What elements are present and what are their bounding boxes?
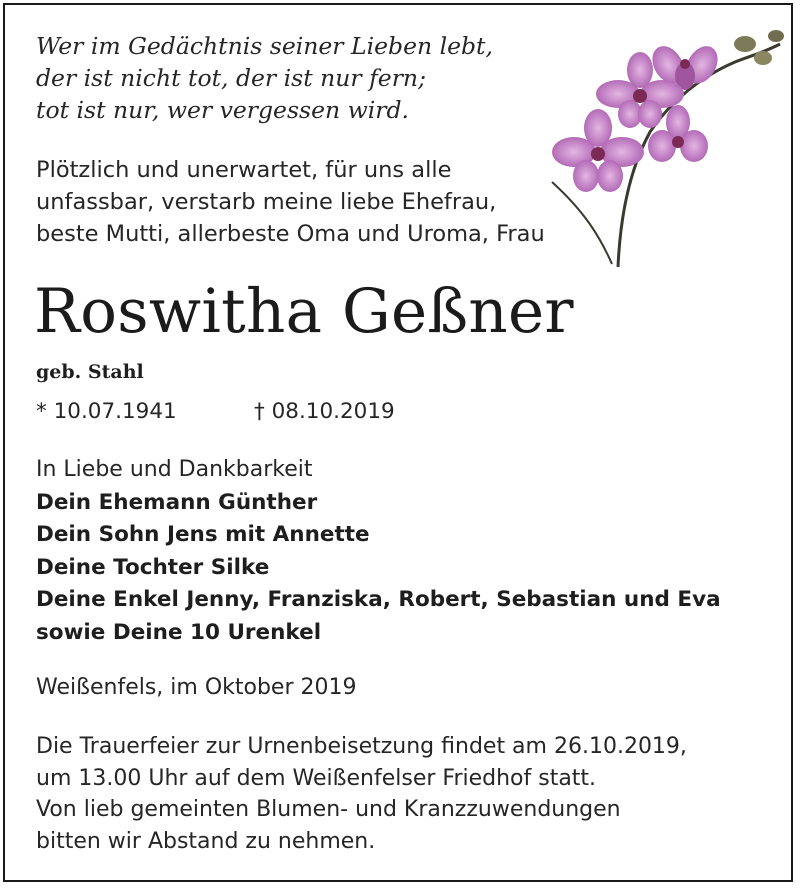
funeral-line: Von lieb gemeinten Blumen- und Kranzzuwendungen	[36, 797, 621, 822]
mourner-name: Dein Ehemann Günther	[36, 489, 318, 515]
poem-line: tot ist nur, wer vergessen wird.	[36, 96, 409, 124]
funeral-notice	[36, 731, 687, 857]
intro-line: unfassbar, verstarb meine liebe Ehefrau,	[36, 189, 497, 215]
mourner-name: Deine Enkel Jenny, Franziska, Robert, Sebastian und Eva	[36, 587, 721, 613]
birth-date: * 10.07.1941	[36, 399, 177, 424]
funeral-line: bitten wir Abstand zu nehmen.	[36, 828, 376, 854]
intro-line: beste Mutti, allerbeste Oma und Uroma, Frau	[36, 221, 545, 247]
poem-line: der ist nicht tot, der ist nur fern;	[36, 64, 426, 92]
orchid-icon	[540, 22, 790, 272]
funeral-line: Die Trauerfeier zur Urnenbeisetzung findet am 26.10.2019,	[36, 734, 687, 759]
mourners-block	[36, 454, 721, 650]
funeral-line: um 13.00 Uhr auf dem Weißenfelser Friedhof statt.	[36, 765, 597, 791]
death-date: † 08.10.2019	[254, 399, 395, 424]
mourner-name: Dein Sohn Jens mit Annette	[36, 522, 370, 548]
deceased-name: Roswitha Geßner	[34, 276, 574, 347]
intro-line: Plötzlich und unerwartet, für uns alle	[36, 157, 452, 183]
intro-text	[36, 154, 545, 250]
life-dates	[36, 396, 395, 428]
mourner-name: sowie Deine 10 Urenkel	[36, 619, 322, 645]
poem-line: Wer im Gedächtnis seiner Lieben lebt,	[36, 32, 493, 60]
place-date: Weißenfels, im Oktober 2019	[36, 675, 357, 700]
mourner-name: Deine Tochter Silke	[36, 554, 270, 580]
memorial-poem	[36, 30, 493, 126]
maiden-name: geb. Stahl	[36, 361, 144, 383]
mourners-lead: In Liebe und Dankbarkeit	[36, 457, 313, 482]
